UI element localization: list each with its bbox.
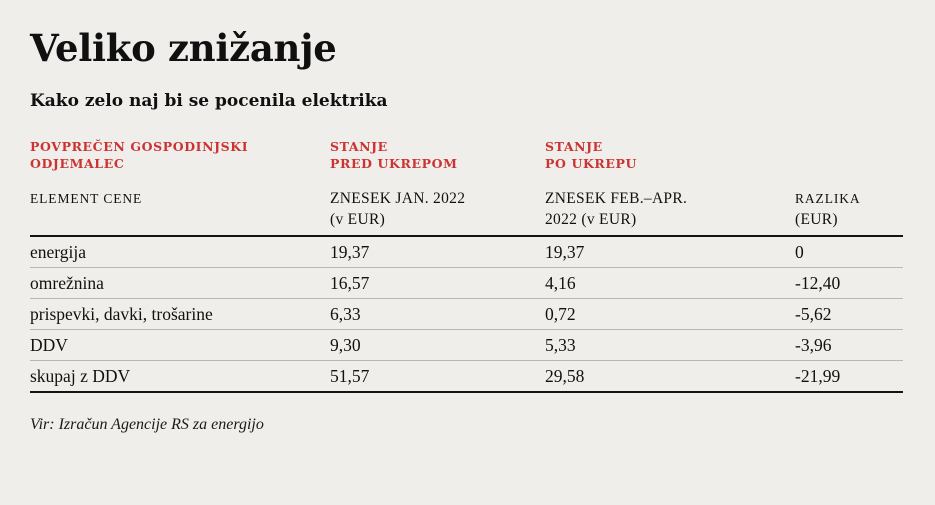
cell-difference: 0 (795, 236, 903, 268)
cell-after: 5,33 (545, 330, 795, 361)
table-header-row (30, 184, 903, 236)
cell-after: 4,16 (545, 268, 795, 299)
page-subtitle: Kako zelo naj bi se pocenila elektrika (30, 91, 388, 111)
group-header-empty (795, 138, 903, 184)
cell-element: prispevki, davki, trošarine (30, 299, 330, 330)
cell-element: omrežnina (30, 268, 330, 299)
cell-element: skupaj z DDV (30, 361, 330, 393)
group-header-after: STANJE PO UKREPU (545, 139, 638, 171)
cell-difference: -5,62 (795, 299, 903, 330)
cell-before: 16,57 (330, 268, 545, 299)
column-header-amount-feb-apr: ZNESEK FEB.–APR. 2022 (v EUR) (545, 184, 795, 236)
table-body (30, 236, 903, 392)
table-row (30, 299, 903, 330)
column-header-difference: RAZLIKA (EUR) (795, 184, 903, 236)
table-row (30, 330, 903, 361)
cell-element: DDV (30, 330, 330, 361)
column-header-amount-jan: ZNESEK JAN. 2022 (v EUR) (330, 184, 545, 236)
price-table (30, 138, 903, 393)
group-header-customer: POVPREČEN GOSPODINJSKI ODJEMALEC (30, 139, 249, 171)
page-title: Veliko znižanje (30, 26, 337, 70)
column-header-element: ELEMENT CENE (30, 184, 330, 236)
cell-before: 19,37 (330, 236, 545, 268)
source-note: Vir: Izračun Agencije RS za energijo (30, 416, 264, 433)
cell-before: 6,33 (330, 299, 545, 330)
cell-before: 9,30 (330, 330, 545, 361)
cell-after: 0,72 (545, 299, 795, 330)
table-row (30, 361, 903, 393)
cell-after: 29,58 (545, 361, 795, 393)
table-group-header-row (30, 138, 903, 184)
cell-before: 51,57 (330, 361, 545, 393)
cell-difference: -12,40 (795, 268, 903, 299)
cell-after: 19,37 (545, 236, 795, 268)
group-header-before: STANJE PRED UKREPOM (330, 139, 458, 171)
cell-difference: -3,96 (795, 330, 903, 361)
table-row (30, 236, 903, 268)
table-row (30, 268, 903, 299)
cell-difference: -21,99 (795, 361, 903, 393)
cell-element: energija (30, 236, 330, 268)
